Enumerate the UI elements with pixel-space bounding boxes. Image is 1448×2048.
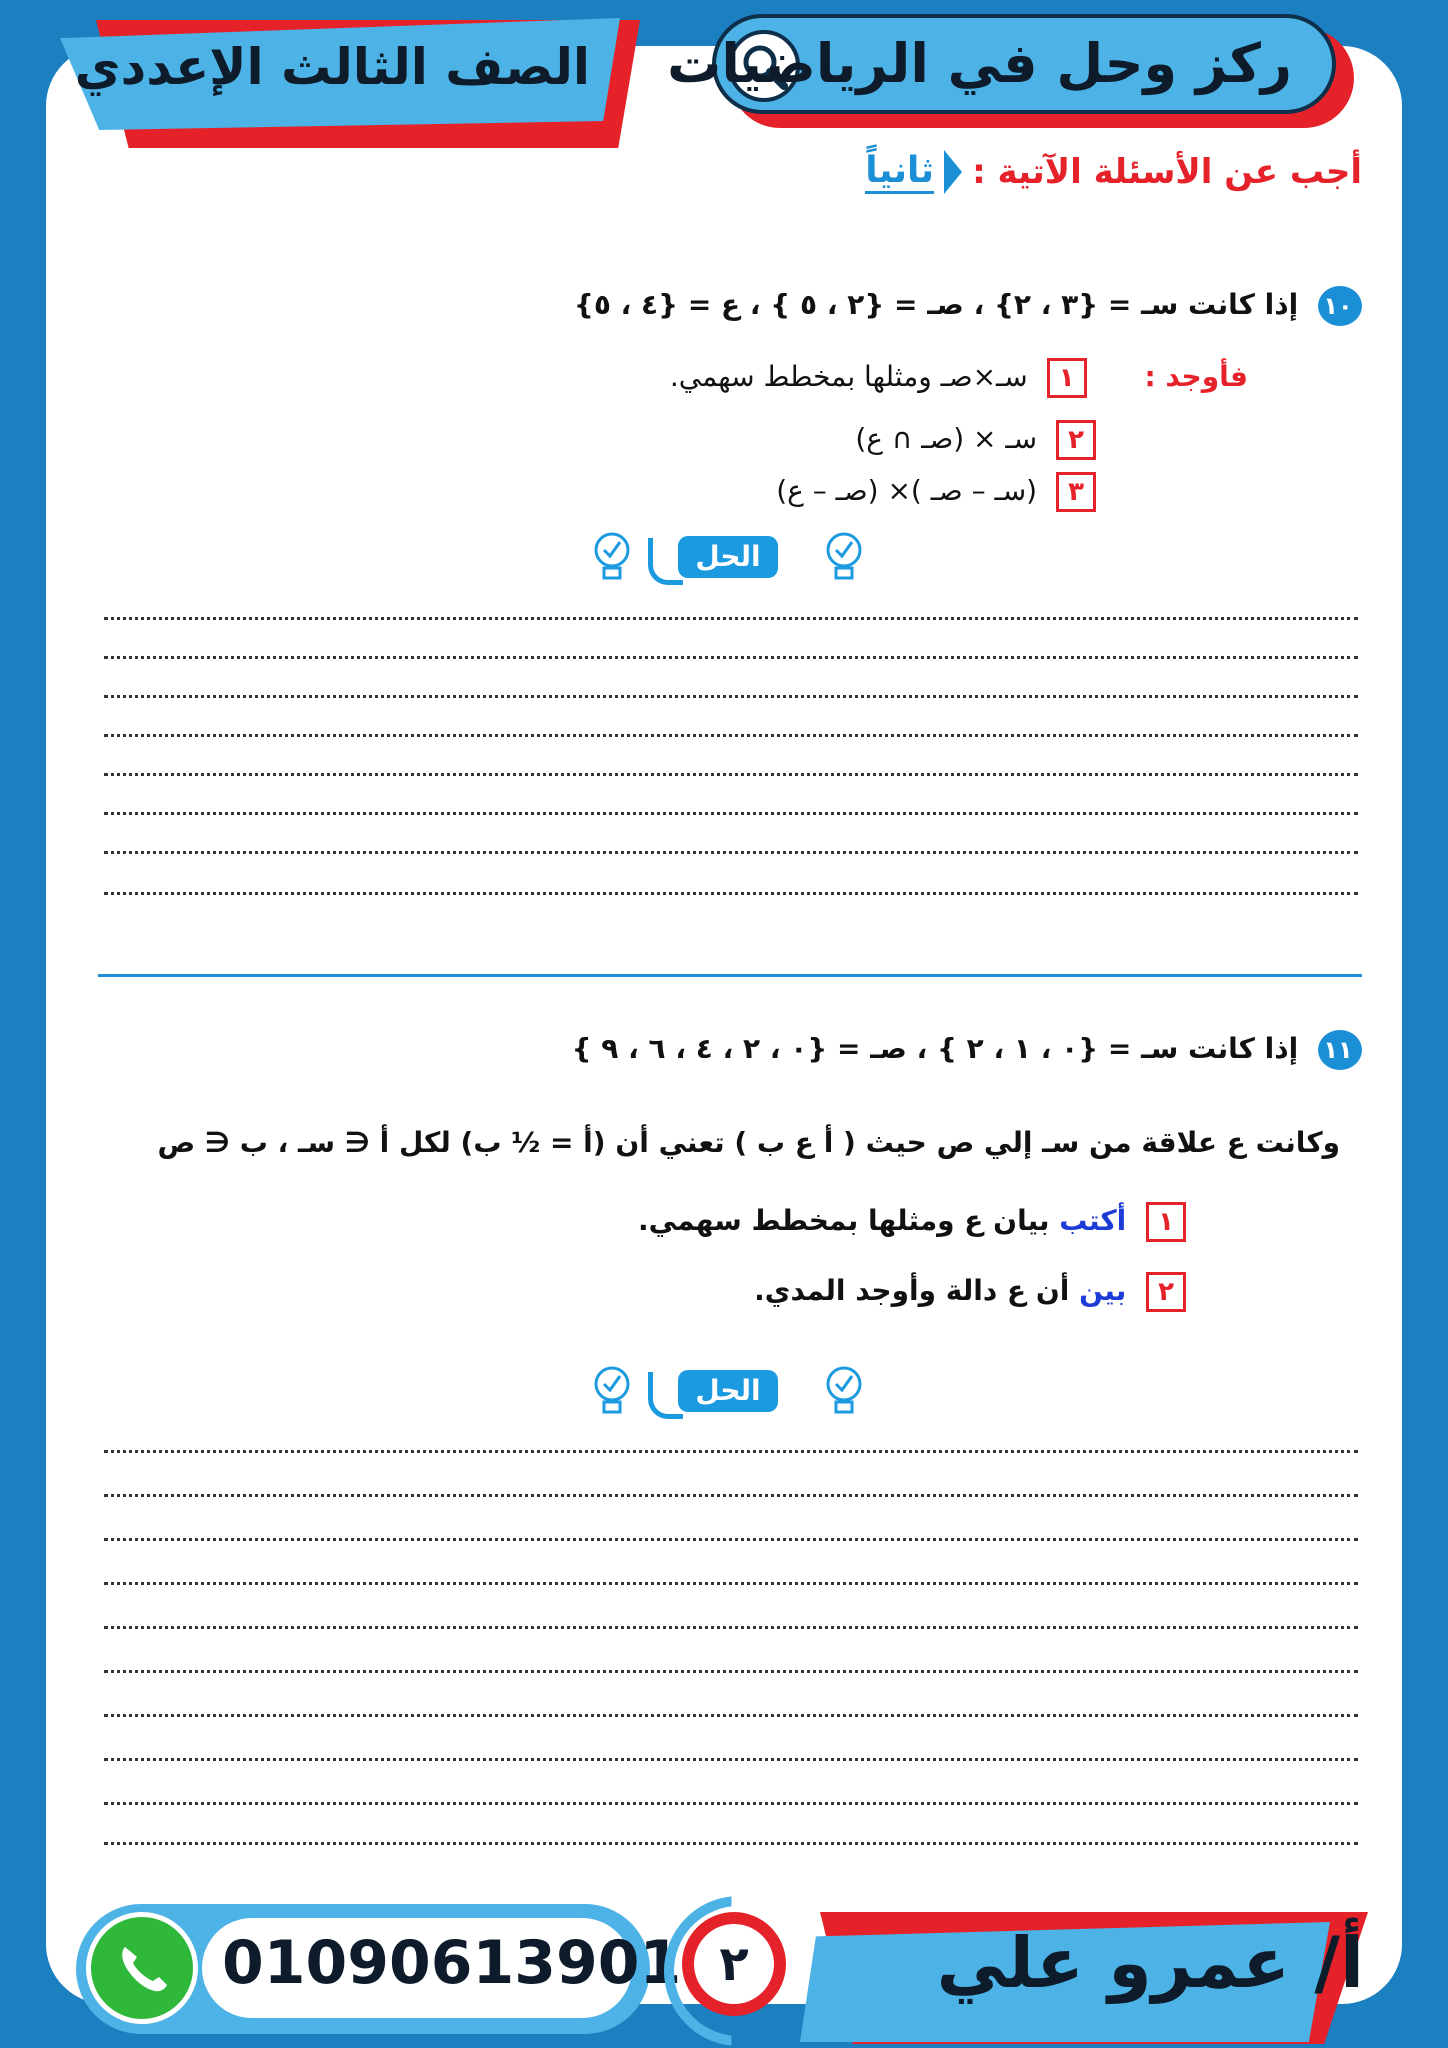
q10-part3-number: ٣ [1056, 472, 1096, 512]
q10-part3-row [776, 472, 1096, 512]
q11-part1-number: ١ [1146, 1202, 1186, 1242]
q11-relation-row [157, 1126, 1340, 1159]
answer-line[interactable] [104, 695, 1358, 698]
q10-part3-text: (سـ – صـ )× (صـ – ع) [776, 474, 1038, 507]
header-title-badge [667, 14, 1362, 132]
whatsapp-icon [86, 1912, 198, 2024]
section-divider [98, 974, 1362, 977]
q11-number: ١١ [1318, 1030, 1362, 1070]
phone-number[interactable]: 01090613901 [222, 1928, 682, 1998]
q10-part1-text: سـ×صـ ومثلها بمخطط سهمي. [669, 360, 1028, 393]
q10-part1-number: ١ [1047, 358, 1087, 398]
answer-line[interactable] [104, 656, 1358, 659]
answer-line[interactable] [104, 1538, 1358, 1541]
lightbulb-icon [588, 1362, 636, 1420]
q10-part2-number: ٢ [1056, 420, 1096, 460]
answer-line[interactable] [104, 851, 1358, 854]
q11-statement-row [572, 1030, 1362, 1070]
answer-line[interactable] [104, 1582, 1358, 1585]
q11-statement: إذا كانت سـ = {٠ ، ١ ، ٢ } ، صـ = {٠ ، ٢ ، ٤ ، ٦ ، ٩ } [571, 1032, 1299, 1065]
answer-line[interactable] [104, 1626, 1358, 1629]
answer-line[interactable] [104, 1714, 1358, 1717]
q11-part2-text: أن ع دالة وأوجد المدي. [754, 1274, 1070, 1307]
q10-part1-row [670, 358, 1248, 398]
q11-part1-row [638, 1202, 1186, 1242]
answer-line[interactable] [104, 812, 1358, 815]
section-heading [865, 150, 1362, 194]
solution-badge [588, 528, 868, 588]
q10-part2-text: سـ × (صـ ∩ ع) [855, 422, 1038, 455]
page-sheet [46, 46, 1402, 2004]
answer-line[interactable] [104, 1494, 1358, 1497]
title-pill [667, 14, 1336, 114]
answer-line[interactable] [104, 773, 1358, 776]
answer-line[interactable] [104, 1802, 1358, 1805]
q10-part2-row [855, 420, 1096, 460]
section-arrow-icon [944, 150, 962, 194]
q11-part2-number: ٢ [1146, 1272, 1186, 1312]
q10-statement: إذا كانت سـ = {٣ ، ٢} ، صـ = {٢ ، ٥ } ، ع = {٤ ، ٥} [573, 288, 1299, 321]
grade-label: الصف الثالث الإعددي [74, 38, 590, 96]
solution-badge [588, 1362, 868, 1422]
section-label: ثانياً [865, 150, 934, 194]
page-number-badge [682, 1912, 786, 2016]
phone-field [202, 1918, 682, 2018]
page-number: ٢ [694, 1924, 774, 2004]
q10-statement-row [574, 286, 1362, 326]
lightbulb-icon [820, 1362, 868, 1420]
answer-line[interactable] [104, 1670, 1358, 1673]
answer-line[interactable] [104, 1450, 1358, 1453]
lightbulb-icon [588, 528, 636, 586]
q11-part2-row [754, 1272, 1186, 1312]
q10-number: ١٠ [1318, 286, 1362, 326]
answer-line[interactable] [104, 1758, 1358, 1761]
solution-label: الحل [678, 1370, 778, 1412]
lightbulb-icon [820, 528, 868, 586]
q10-find-label: فأوجد : [1144, 360, 1248, 393]
page-title: ركز وحل في الرياضيات [667, 32, 1292, 95]
answer-line[interactable] [104, 734, 1358, 737]
q11-part1-verb: أكتب [1059, 1204, 1127, 1237]
q11-relation: وكانت ع علاقة من سـ إلي ص حيث ( أ ع ب ) تعني أن (أ = ½ ب) لكل أ ∈ سـ ، ب ∈ ص [157, 1126, 1340, 1159]
grade-badge [60, 10, 640, 150]
q11-part1-text: بيان ع ومثلها بمخطط سهمي. [637, 1204, 1050, 1237]
answer-line[interactable] [104, 1842, 1358, 1845]
solution-label: الحل [678, 536, 778, 578]
answer-line[interactable] [104, 892, 1358, 895]
section-instruction: أجب عن الأسئلة الآتية : [972, 152, 1362, 192]
answer-line[interactable] [104, 617, 1358, 620]
q11-part2-verb: بين [1079, 1274, 1127, 1307]
phone-badge [76, 1904, 682, 2034]
author-name: أ/ عمرو علي [936, 1922, 1364, 2004]
